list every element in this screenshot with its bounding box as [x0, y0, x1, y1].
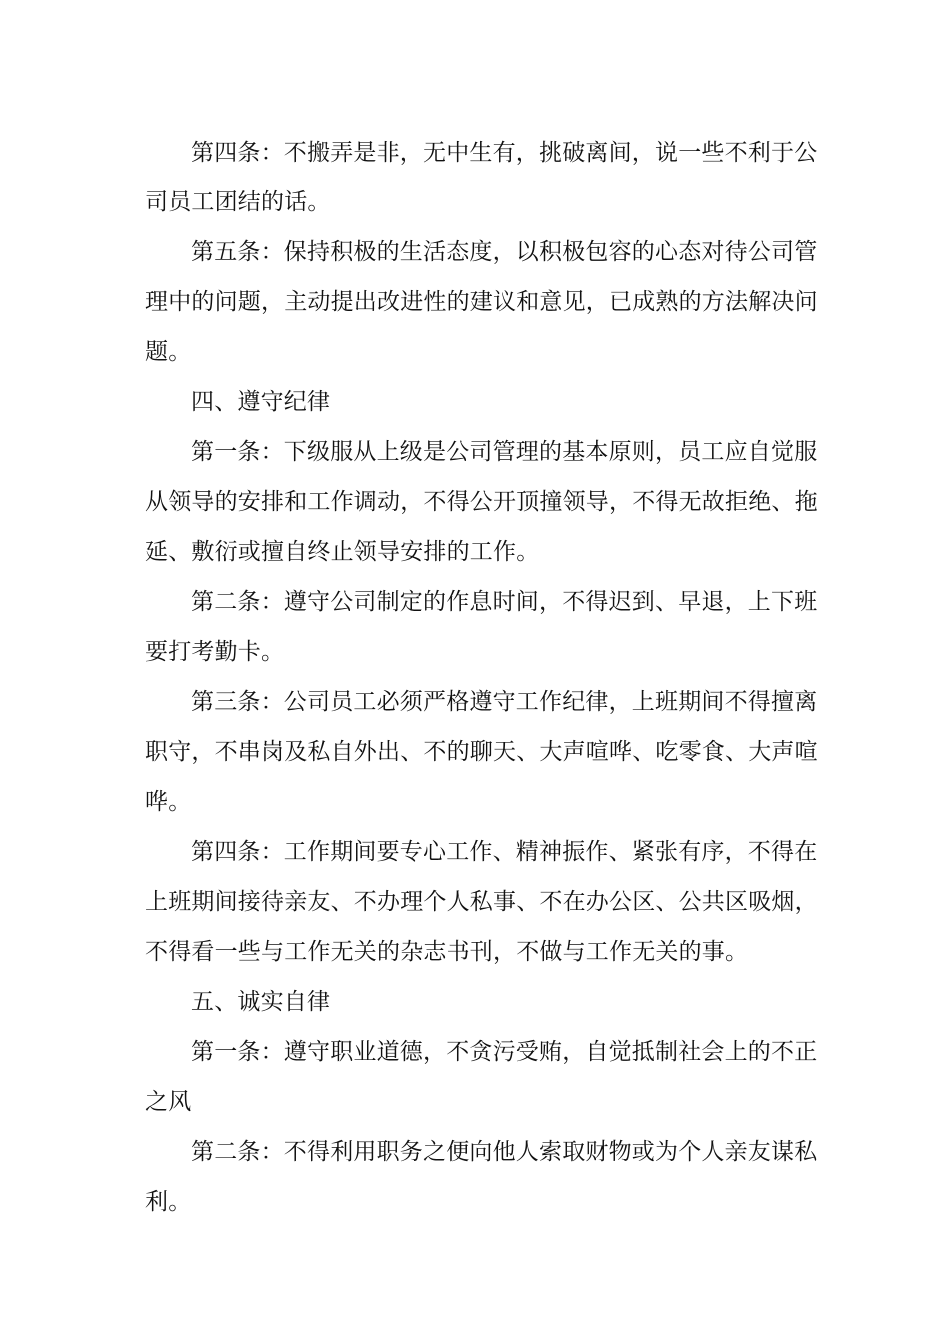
honesty-article-1-line-1: 第一条：遵守职业道德，不贪污受贿，自觉抵制社会上的不正	[191, 1039, 818, 1065]
honesty-article-1-line-2: 之风	[145, 1089, 192, 1115]
article-5-line-3: 题。	[145, 339, 192, 365]
honesty-article-2-line-1: 第二条：不得利用职务之便向他人索取财物或为个人亲友谋私	[191, 1139, 818, 1165]
discipline-article-2-line-2: 要打考勤卡。	[145, 639, 285, 665]
discipline-article-1-line-2: 从领导的安排和工作调动，不得公开顶撞领导，不得无故拒绝、拖	[145, 489, 818, 515]
article-5-line-1: 第五条：保持积极的生活态度，以积极包容的心态对待公司管	[191, 239, 818, 265]
honesty-article-2-line-2: 利。	[145, 1189, 192, 1215]
discipline-article-3-line-3: 哗。	[145, 789, 192, 815]
discipline-article-4-line-2: 上班期间接待亲友、不办理个人私事、不在办公区、公共区吸烟，	[145, 889, 818, 915]
discipline-article-3-line-2: 职守，不串岗及私自外出、不的聊天、大声喧哗、吃零食、大声喧	[145, 739, 818, 765]
discipline-article-4-line-1: 第四条：工作期间要专心工作、精神振作、紧张有序，不得在	[191, 839, 818, 865]
section-heading-discipline: 四、遵守纪律	[191, 389, 331, 415]
discipline-article-1-line-1: 第一条：下级服从上级是公司管理的基本原则，员工应自觉服	[191, 439, 818, 465]
article-5-line-2: 理中的问题，主动提出改进性的建议和意见，已成熟的方法解决问	[145, 289, 818, 315]
article-4-line-2: 司员工团结的话。	[145, 189, 331, 215]
discipline-article-3-line-1: 第三条：公司员工必须严格遵守工作纪律，上班期间不得擅离	[191, 689, 818, 715]
discipline-article-4-line-3: 不得看一些与工作无关的杂志书刊，不做与工作无关的事。	[145, 939, 749, 965]
section-heading-honesty: 五、诚实自律	[191, 989, 331, 1015]
article-4-line-1: 第四条：不搬弄是非，无中生有，挑破离间，说一些不利于公	[191, 140, 818, 166]
discipline-article-1-line-3: 延、敷衍或擅自终止领导安排的工作。	[145, 539, 540, 565]
discipline-article-2-line-1: 第二条：遵守公司制定的作息时间，不得迟到、早退，上下班	[191, 589, 818, 615]
